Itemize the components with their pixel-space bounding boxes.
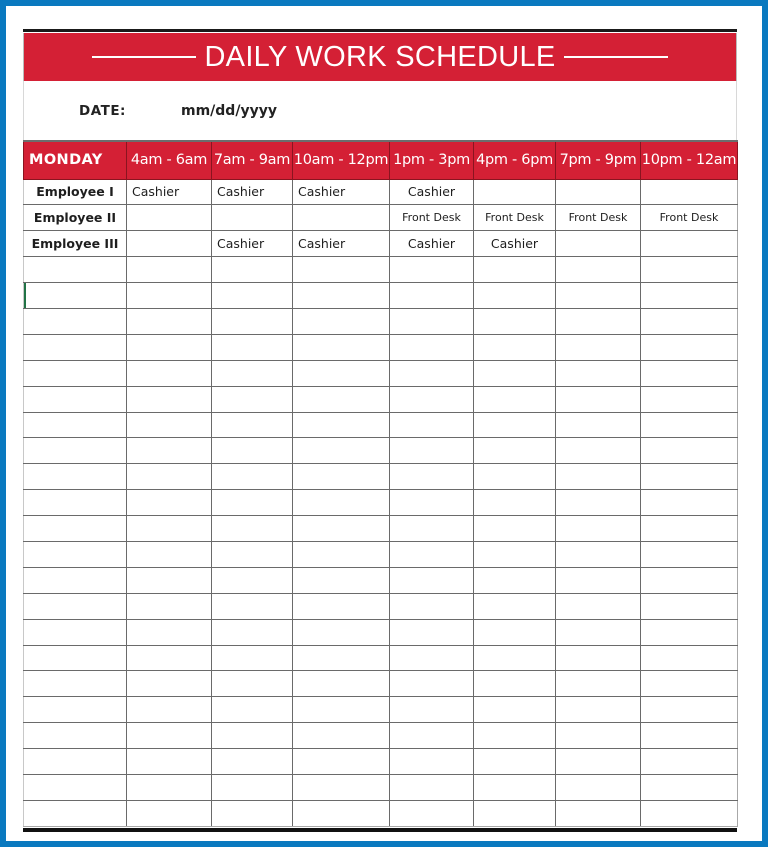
shift-cell[interactable]: [212, 283, 293, 309]
shift-cell[interactable]: [293, 438, 390, 464]
shift-cell[interactable]: [641, 697, 738, 723]
shift-cell[interactable]: [293, 671, 390, 697]
shift-cell[interactable]: [474, 671, 556, 697]
shift-cell[interactable]: Cashier: [474, 231, 556, 257]
shift-cell[interactable]: [641, 490, 738, 516]
shift-cell[interactable]: [212, 334, 293, 360]
shift-cell[interactable]: [390, 464, 474, 490]
shift-cell[interactable]: [390, 360, 474, 386]
shift-cell[interactable]: [390, 723, 474, 749]
shift-cell[interactable]: [212, 749, 293, 775]
time-slot-header[interactable]: 7pm - 9pm: [556, 141, 641, 179]
shift-cell[interactable]: [293, 723, 390, 749]
shift-cell[interactable]: [390, 283, 474, 309]
shift-cell[interactable]: [474, 308, 556, 334]
shift-cell[interactable]: [641, 386, 738, 412]
table-row: [24, 567, 738, 593]
shift-cell[interactable]: [641, 593, 738, 619]
bottom-rule: [23, 828, 737, 832]
employee-name-cell[interactable]: [24, 749, 127, 775]
shift-cell[interactable]: [556, 283, 641, 309]
shift-cell[interactable]: [474, 593, 556, 619]
shift-cell[interactable]: [474, 412, 556, 438]
shift-cell[interactable]: [127, 749, 212, 775]
shift-cell[interactable]: Cashier: [293, 231, 390, 257]
shift-cell[interactable]: [556, 671, 641, 697]
shift-cell[interactable]: [390, 645, 474, 671]
shift-cell[interactable]: [390, 386, 474, 412]
employee-name-cell[interactable]: [24, 438, 127, 464]
employee-name-cell[interactable]: [24, 334, 127, 360]
shift-cell[interactable]: [641, 438, 738, 464]
shift-cell[interactable]: [474, 723, 556, 749]
shift-cell[interactable]: [556, 541, 641, 567]
title-banner: [23, 33, 737, 81]
shift-cell[interactable]: [293, 774, 390, 800]
shift-cell[interactable]: [641, 800, 738, 826]
time-slot-header[interactable]: 1pm - 3pm: [390, 141, 474, 179]
table-row: [24, 360, 738, 386]
table-row: [24, 800, 738, 826]
shift-cell[interactable]: [556, 723, 641, 749]
header-row: [24, 141, 738, 179]
shift-cell[interactable]: [474, 774, 556, 800]
shift-cell[interactable]: Cashier: [390, 231, 474, 257]
time-slot-header[interactable]: 10pm - 12am: [641, 141, 738, 179]
shift-cell[interactable]: [556, 308, 641, 334]
page-frame: [6, 6, 762, 841]
date-row: [23, 81, 737, 140]
shift-cell[interactable]: [127, 723, 212, 749]
shift-cell[interactable]: [293, 412, 390, 438]
shift-cell[interactable]: [293, 541, 390, 567]
shift-cell[interactable]: [390, 567, 474, 593]
employee-name-cell[interactable]: [24, 541, 127, 567]
employee-name-cell[interactable]: [24, 723, 127, 749]
table-row: [24, 231, 738, 257]
employee-name-cell[interactable]: [24, 516, 127, 542]
shift-cell[interactable]: [390, 412, 474, 438]
shift-cell[interactable]: [293, 283, 390, 309]
shift-cell[interactable]: [127, 308, 212, 334]
shift-cell[interactable]: [127, 490, 212, 516]
shift-cell[interactable]: [212, 800, 293, 826]
employee-name-cell[interactable]: Employee II: [24, 205, 127, 231]
shift-cell[interactable]: [556, 257, 641, 283]
shift-cell[interactable]: [390, 334, 474, 360]
shift-cell[interactable]: [556, 386, 641, 412]
shift-cell[interactable]: Cashier: [212, 179, 293, 205]
employee-name-cell[interactable]: [24, 697, 127, 723]
shift-cell[interactable]: Front Desk: [641, 205, 738, 231]
shift-cell[interactable]: [390, 438, 474, 464]
shift-cell[interactable]: [127, 619, 212, 645]
table-row: [24, 490, 738, 516]
table-row: [24, 283, 738, 309]
shift-cell[interactable]: [556, 749, 641, 775]
shift-cell[interactable]: [212, 205, 293, 231]
shift-cell[interactable]: [390, 308, 474, 334]
shift-cell[interactable]: [127, 438, 212, 464]
time-slot-header[interactable]: 4am - 6am: [127, 141, 212, 179]
shift-cell[interactable]: [212, 619, 293, 645]
shift-cell[interactable]: [556, 490, 641, 516]
shift-cell[interactable]: [293, 257, 390, 283]
shift-cell[interactable]: Cashier: [212, 231, 293, 257]
table-row: [24, 386, 738, 412]
shift-cell[interactable]: [641, 567, 738, 593]
shift-cell[interactable]: [390, 749, 474, 775]
table-row: [24, 205, 738, 231]
shift-cell[interactable]: [127, 645, 212, 671]
shift-cell[interactable]: [127, 671, 212, 697]
shift-cell[interactable]: [474, 645, 556, 671]
shift-cell[interactable]: [556, 516, 641, 542]
table-row: [24, 308, 738, 334]
employee-name-cell[interactable]: [24, 360, 127, 386]
shift-cell[interactable]: [641, 749, 738, 775]
day-header[interactable]: MONDAY: [24, 141, 127, 179]
shift-cell[interactable]: [293, 490, 390, 516]
shift-cell[interactable]: [390, 516, 474, 542]
table-row: [24, 438, 738, 464]
shift-cell[interactable]: [641, 412, 738, 438]
employee-name-cell[interactable]: [24, 800, 127, 826]
shift-cell[interactable]: [556, 774, 641, 800]
shift-cell[interactable]: [127, 800, 212, 826]
employee-name-cell[interactable]: [24, 464, 127, 490]
table-row: [24, 464, 738, 490]
shift-cell[interactable]: [474, 800, 556, 826]
shift-cell[interactable]: [127, 283, 212, 309]
title-line-right: [564, 56, 668, 58]
shift-cell[interactable]: [127, 360, 212, 386]
time-slot-header[interactable]: 4pm - 6pm: [474, 141, 556, 179]
shift-cell[interactable]: [293, 645, 390, 671]
shift-cell[interactable]: [127, 593, 212, 619]
schedule-table: [23, 140, 738, 827]
shift-cell[interactable]: [293, 593, 390, 619]
shift-cell[interactable]: [474, 464, 556, 490]
table-row: [24, 749, 738, 775]
employee-name-cell[interactable]: [24, 593, 127, 619]
shift-cell[interactable]: [556, 179, 641, 205]
shift-cell[interactable]: [556, 567, 641, 593]
shift-cell[interactable]: Cashier: [293, 179, 390, 205]
shift-cell[interactable]: [293, 697, 390, 723]
shift-cell[interactable]: [293, 516, 390, 542]
shift-cell[interactable]: [293, 619, 390, 645]
shift-cell[interactable]: [212, 593, 293, 619]
shift-cell[interactable]: [390, 671, 474, 697]
shift-cell[interactable]: [641, 360, 738, 386]
shift-cell[interactable]: [641, 179, 738, 205]
date-label: DATE:: [79, 102, 126, 119]
employee-name-cell[interactable]: [24, 412, 127, 438]
employee-name-cell[interactable]: [24, 257, 127, 283]
shift-cell[interactable]: [641, 671, 738, 697]
shift-cell[interactable]: [293, 334, 390, 360]
shift-cell[interactable]: [641, 541, 738, 567]
employee-name-cell[interactable]: [24, 619, 127, 645]
employee-name-cell[interactable]: [24, 308, 127, 334]
shift-cell[interactable]: [127, 412, 212, 438]
table-row: [24, 541, 738, 567]
shift-cell[interactable]: [212, 464, 293, 490]
shift-cell[interactable]: [556, 334, 641, 360]
employee-name-cell[interactable]: [24, 490, 127, 516]
shift-cell[interactable]: [127, 697, 212, 723]
table-row: [24, 593, 738, 619]
table-row: [24, 645, 738, 671]
shift-cell[interactable]: Front Desk: [390, 205, 474, 231]
shift-cell[interactable]: [390, 257, 474, 283]
shift-cell[interactable]: [474, 179, 556, 205]
time-slot-header[interactable]: 7am - 9am: [212, 141, 293, 179]
shift-cell[interactable]: [641, 619, 738, 645]
shift-cell[interactable]: [212, 774, 293, 800]
shift-cell[interactable]: [641, 645, 738, 671]
title-line-left: [92, 56, 196, 58]
shift-cell[interactable]: [474, 490, 556, 516]
shift-cell[interactable]: [212, 438, 293, 464]
shift-cell[interactable]: [556, 697, 641, 723]
shift-cell[interactable]: [474, 567, 556, 593]
shift-cell[interactable]: [556, 412, 641, 438]
shift-cell[interactable]: [641, 257, 738, 283]
shift-cell[interactable]: [390, 697, 474, 723]
shift-cell[interactable]: [293, 308, 390, 334]
shift-cell[interactable]: [641, 334, 738, 360]
table-row: [24, 697, 738, 723]
time-slot-header[interactable]: 10am - 12pm: [293, 141, 390, 179]
shift-cell[interactable]: [474, 334, 556, 360]
shift-cell[interactable]: [293, 386, 390, 412]
shift-cell[interactable]: [474, 619, 556, 645]
page-title: DAILY WORK SCHEDULE: [204, 40, 556, 73]
shift-cell[interactable]: [556, 619, 641, 645]
table-row: [24, 671, 738, 697]
shift-cell[interactable]: [474, 257, 556, 283]
employee-name-cell[interactable]: Employee I: [24, 179, 127, 205]
shift-cell[interactable]: [127, 774, 212, 800]
shift-cell[interactable]: [293, 205, 390, 231]
table-row: [24, 774, 738, 800]
shift-cell[interactable]: [293, 749, 390, 775]
table-row: [24, 516, 738, 542]
shift-cell[interactable]: [390, 619, 474, 645]
shift-cell[interactable]: [127, 464, 212, 490]
shift-cell[interactable]: [474, 360, 556, 386]
employee-name-cell[interactable]: [24, 774, 127, 800]
table-row: [24, 723, 738, 749]
shift-cell[interactable]: Cashier: [390, 179, 474, 205]
shift-cell[interactable]: [556, 360, 641, 386]
shift-cell[interactable]: [127, 567, 212, 593]
employee-name-cell[interactable]: [24, 283, 127, 309]
employee-name-cell[interactable]: [24, 567, 127, 593]
shift-cell[interactable]: [212, 386, 293, 412]
shift-cell[interactable]: [293, 567, 390, 593]
schedule-sheet: [23, 29, 737, 832]
shift-cell[interactable]: [212, 541, 293, 567]
shift-cell[interactable]: [127, 257, 212, 283]
shift-cell[interactable]: [641, 308, 738, 334]
top-rule: [23, 29, 737, 32]
table-row: [24, 334, 738, 360]
table-row: [24, 257, 738, 283]
shift-cell[interactable]: [474, 283, 556, 309]
shift-cell[interactable]: [641, 231, 738, 257]
shift-cell[interactable]: [474, 541, 556, 567]
shift-cell[interactable]: [474, 438, 556, 464]
shift-cell[interactable]: [556, 645, 641, 671]
table-row: [24, 179, 738, 205]
shift-cell[interactable]: [474, 749, 556, 775]
shift-cell[interactable]: [390, 490, 474, 516]
employee-name-cell[interactable]: [24, 386, 127, 412]
shift-cell[interactable]: Front Desk: [474, 205, 556, 231]
shift-cell[interactable]: [212, 671, 293, 697]
date-field[interactable]: mm/dd/yyyy: [181, 102, 277, 119]
table-row: [24, 412, 738, 438]
shift-cell[interactable]: [127, 205, 212, 231]
shift-cell[interactable]: [212, 697, 293, 723]
shift-cell[interactable]: [556, 438, 641, 464]
shift-cell[interactable]: [293, 360, 390, 386]
shift-cell[interactable]: [390, 541, 474, 567]
shift-cell[interactable]: [474, 697, 556, 723]
shift-cell[interactable]: [212, 308, 293, 334]
shift-cell[interactable]: [641, 464, 738, 490]
shift-cell[interactable]: [212, 723, 293, 749]
shift-cell[interactable]: [212, 360, 293, 386]
shift-cell[interactable]: Front Desk: [556, 205, 641, 231]
shift-cell[interactable]: [293, 464, 390, 490]
shift-cell[interactable]: [390, 774, 474, 800]
shift-cell[interactable]: [641, 723, 738, 749]
employee-name-cell[interactable]: Employee III: [24, 231, 127, 257]
shift-cell[interactable]: [293, 800, 390, 826]
shift-cell[interactable]: [212, 257, 293, 283]
shift-cell[interactable]: Cashier: [127, 179, 212, 205]
shift-cell[interactable]: [127, 231, 212, 257]
shift-cell[interactable]: [127, 334, 212, 360]
shift-cell[interactable]: [556, 231, 641, 257]
shift-cell[interactable]: [212, 412, 293, 438]
shift-cell[interactable]: [212, 490, 293, 516]
shift-cell[interactable]: [127, 386, 212, 412]
shift-cell[interactable]: [641, 283, 738, 309]
shift-cell[interactable]: [641, 516, 738, 542]
employee-name-cell[interactable]: [24, 645, 127, 671]
shift-cell[interactable]: [556, 464, 641, 490]
shift-cell[interactable]: [556, 593, 641, 619]
shift-cell[interactable]: [474, 516, 556, 542]
shift-cell[interactable]: [390, 593, 474, 619]
shift-cell[interactable]: [474, 386, 556, 412]
shift-cell[interactable]: [212, 516, 293, 542]
shift-cell[interactable]: [127, 541, 212, 567]
shift-cell[interactable]: [641, 774, 738, 800]
shift-cell[interactable]: [390, 800, 474, 826]
shift-cell[interactable]: [212, 645, 293, 671]
employee-name-cell[interactable]: [24, 671, 127, 697]
table-row: [24, 619, 738, 645]
shift-cell[interactable]: [212, 567, 293, 593]
shift-cell[interactable]: [556, 800, 641, 826]
shift-cell[interactable]: [127, 516, 212, 542]
